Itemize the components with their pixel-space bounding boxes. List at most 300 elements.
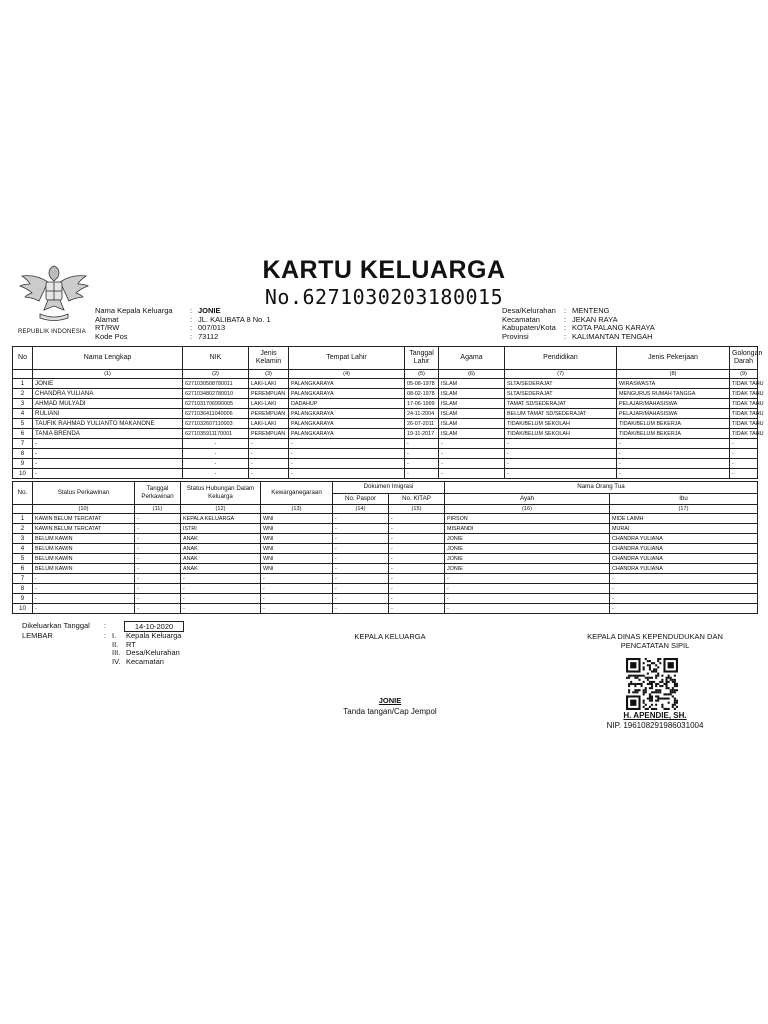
table-cell: -: [610, 574, 758, 584]
table-cell: -: [333, 564, 389, 574]
table-cell: 9: [13, 459, 33, 469]
table-cell: PELAJAR/MAHASISWA: [617, 409, 730, 419]
table-cell: MURAI: [610, 524, 758, 534]
household-info-right: [502, 307, 655, 341]
table-cell: PALANGKARAYA: [289, 429, 405, 439]
table-cell: -: [33, 439, 183, 449]
table-cell: WNI: [261, 554, 333, 564]
status-header-no: No.: [13, 482, 33, 505]
table-cell: -: [505, 469, 617, 479]
issued-label: Dikeluarkan Tanggal: [22, 621, 90, 630]
status-column-number-row: [13, 505, 758, 514]
table-cell: -: [405, 469, 439, 479]
info-value: KALIMANTAN TENGAH: [572, 331, 653, 341]
members-column-number: (6): [439, 370, 505, 379]
table-row: [13, 554, 758, 564]
table-cell: -: [261, 574, 333, 584]
table-cell: -: [181, 594, 261, 604]
table-cell: -: [445, 584, 610, 594]
table-cell: -: [389, 544, 445, 554]
table-row: [13, 419, 758, 429]
table-cell: -: [289, 439, 405, 449]
table-cell: -: [289, 469, 405, 479]
table-cell: 10: [13, 604, 33, 614]
table-cell: TIDAK/BELUM BEKERJA: [617, 429, 730, 439]
table-cell: TANIA BRENDA: [33, 429, 183, 439]
table-cell: -: [261, 584, 333, 594]
table-cell: -: [389, 524, 445, 534]
table-cell: RULIANI: [33, 409, 183, 419]
table-cell: 9: [13, 594, 33, 604]
table-cell: -: [33, 574, 135, 584]
members-column-number: (8): [617, 370, 730, 379]
table-cell: CHANDRA YULIANA: [610, 564, 758, 574]
members-header-cell: NIK: [183, 347, 249, 370]
table-cell: PIRSON: [445, 514, 610, 524]
table-cell: -: [333, 594, 389, 604]
table-row: [13, 544, 758, 554]
members-column-number: (5): [405, 370, 439, 379]
table-cell: -: [183, 459, 249, 469]
members-column-number: (4): [289, 370, 405, 379]
table-cell: PALANGKARAYA: [289, 419, 405, 429]
table-cell: -: [617, 449, 730, 459]
emblem-caption: REPUBLIK INDONESIA: [18, 329, 86, 335]
members-column-number: (7): [505, 370, 617, 379]
status-header-marriage-date: Tanggal Perkawinan: [135, 482, 181, 505]
table-cell: -: [135, 594, 181, 604]
table-cell: BELUM TAMAT SD/SEDERAJAT: [505, 409, 617, 419]
info-label: Alamat: [95, 314, 119, 324]
table-cell: -: [610, 594, 758, 604]
table-cell: TAUFIK RAHMAD YULIANTO MAKANONE: [33, 419, 183, 429]
status-header-immigration: Dokumen Imigrasi: [333, 482, 445, 494]
table-cell: BELUM KAWIN: [33, 564, 135, 574]
table-cell: -: [33, 469, 183, 479]
table-cell: -: [389, 604, 445, 614]
table-cell: -: [617, 469, 730, 479]
table-cell: 08-02-1978: [405, 389, 439, 399]
info-label: Kode Pos: [95, 331, 128, 341]
table-cell: -: [333, 574, 389, 584]
members-header-cell: Pendidikan: [505, 347, 617, 370]
table-cell: 7: [13, 574, 33, 584]
table-cell: MIDE LAIMH: [610, 514, 758, 524]
table-cell: -: [439, 469, 505, 479]
sheet-label: LEMBAR: [22, 631, 53, 640]
table-cell: LAKI-LAKI: [249, 419, 289, 429]
table-cell: -: [135, 574, 181, 584]
table-cell: -: [135, 584, 181, 594]
status-column-number: (16): [445, 505, 610, 514]
info-row-head: Nama Kepala Keluarga : JONIE: [95, 306, 221, 315]
table-cell: JONIE: [445, 544, 610, 554]
table-cell: 6: [13, 429, 33, 439]
table-cell: TAMAT SD/SEDERAJAT: [505, 399, 617, 409]
table-cell: 5: [13, 554, 33, 564]
table-cell: 4: [13, 409, 33, 419]
info-value: 73112: [198, 331, 219, 341]
table-cell: PALANGKARAYA: [289, 379, 405, 389]
table-cell: -: [183, 469, 249, 479]
table-cell: JONIE: [445, 554, 610, 564]
info-row-village: Desa/Kelurahan : MENTENG: [502, 306, 610, 315]
table-cell: -: [445, 594, 610, 604]
family-card-document: REPUBLIK INDONESIA KARTU KELUARGA No.6271030203180015 Nama Kepala Keluarga : JONIE Alamat : JL. KALIBATA 8 No. 1 RT/RW : 007/013 Kode Pos : 73112 Desa/Kelurahan : MENTENG Kecamatan : JEKAN RAYA Kabupaten/Kota : KOTA PALANG KARAYA Provinsi : KALIMANTAN TENGAH No Nama Lengkap NIK Jenis Kelamin Tempat Lahir Tanggal Lahir Agama Pendidikan Jenis Pekerjaan Golongan Darah (1) (2) (3) (4) (5) (6) (7) (8) (9) 1 JONIE 6271030508780011 LAKI-LAKI PALANGKARAYA 05-08-1978 ISLAM SLTA/SEDERAJAT WIRASWASTA TIDAK TAHU 2 CHANDRA YULIANA 6271034802780010 PEREMPUAN PALANGKARAYA 08-02-1978 ISLAM SLTA/SEDERAJAT MENGURUS RUMAH TANGGA TIDAK TAHU 3 AHMAD MULYADI 6271031706990005 LAKI-LAKI DADAHUP 17-06-1999 ISLAM TAMAT SD/SEDERAJAT PELAJAR/MAHASISWA TIDAK TAHU 4 RULIANI 6271036411040006 PEREMPUAN PALANGKARAYA 24-11-2004 ISLAM BELUM TAMAT SD/SEDERAJAT PELAJAR/MAHASISWA TIDAK TAHU 5 TAUFIK RAHMAD YULIANTO MAKANONE 6271032607110003 LAKI-LAKI PALANGKARAYA 26-07-2011 ISLAM TIDAK/BELUM SEKOLAH TIDAK/BELUM BEKERJA TIDAK TAHU 6 TANIA BRENDA 6271035911170001 PEREMPUAN PALANGKARAYA 19-11-2017 ISLAM TIDAK/BELUM SEKOLAH TIDAK/BELUM BEKERJA TIDAK TAHU 7 - - - - - - - - - 8 - - - - - - - - - 9 - - - - - - - - - 10 - - - - - - - - - No. Status Perkawinan Tanggal Perkawinan Status Hubungan Dalam Keluarga Kewarganegaraan Dokumen Imigrasi Nama Orang Tua No. Paspor No. KITAP Ayah Ibu (10) (11) (12) (13) (14) (15) (16) (17) 1 KAWIN BELUM TERCATAT - KEPALA KELUARGA WNI - - PIRSON MIDE LAIMH 2 KAWIN BELUM TERCATAT - ISTRI WNI - - MISRANDI MURAI 3 BELUM KAWIN - ANAK WNI - - JONIE CHANDRA YULIANA 4 BELUM KAWIN - ANAK WNI - - JONIE CHANDRA YULIANA 5 BELUM KAWIN - ANAK WNI - - JONIE CHANDRA YULIANA 6 BELUM KAWIN - ANAK WNI - - JONIE CHANDRA YULIANA 7 - - - - - - - - 8 - - - - - - - - 9 - - - - - - - - 10 - - - - - - - - Dikeluarkan Tanggal : 14-10-2020 LEMBAR : I. Kepala Keluarga II. RT III. Desa/Kelurahan IV. Kecamatan KEPALA KELUARGA JONIE Tanda tangan/Cap Jempol KEPALA DINAS KEPENDUDUKAN DAN PENCATATAN SIPIL H. APENDIE, SH. NIP. 196108291986031004: [0, 0, 768, 1024]
table-cell: -: [33, 594, 135, 604]
status-header-kitap: No. KITAP: [389, 493, 445, 505]
head-of-family-name: JONIE: [378, 696, 402, 705]
table-cell: -: [135, 534, 181, 544]
table-cell: JONIE: [445, 534, 610, 544]
table-row: [13, 594, 758, 604]
table-cell: WNI: [261, 524, 333, 534]
info-value: 007/013: [198, 323, 226, 333]
table-cell: ISLAM: [439, 379, 505, 389]
table-cell: -: [617, 459, 730, 469]
table-cell: 3: [13, 399, 33, 409]
table-cell: WNI: [261, 544, 333, 554]
table-cell: 1: [13, 379, 33, 389]
table-row: [13, 429, 758, 439]
table-cell: ANAK: [181, 544, 261, 554]
table-cell: -: [445, 574, 610, 584]
table-cell: ISLAM: [439, 429, 505, 439]
sheet-item: II. RT: [112, 639, 136, 649]
household-info-left: [95, 307, 271, 341]
table-cell: KAWIN BELUM TERCATAT: [33, 514, 135, 524]
table-cell: 6271032607110003: [183, 419, 249, 429]
members-header-cell: No: [13, 347, 33, 370]
table-cell: SLTA/SEDERAJAT: [505, 389, 617, 399]
table-cell: -: [389, 584, 445, 594]
table-cell: -: [135, 604, 181, 614]
sheet-list: [112, 632, 192, 666]
table-cell: -: [261, 604, 333, 614]
table-cell: LAKI-LAKI: [249, 399, 289, 409]
table-row: [13, 469, 758, 479]
members-column-number: (1): [33, 370, 183, 379]
sheet-item: IV. Kecamatan: [112, 656, 164, 666]
status-header-relationship: Status Hubungan Dalam Keluarga: [181, 482, 261, 505]
table-row: [13, 584, 758, 594]
status-table: [12, 481, 758, 614]
head-of-family-title: KEPALA KELUARGA: [354, 632, 426, 641]
table-cell: CHANDRA YULIANA: [610, 534, 758, 544]
table-cell: TIDAK TAHU: [730, 419, 758, 429]
table-cell: MENGURUS RUMAH TANGGA: [617, 389, 730, 399]
table-cell: PELAJAR/MAHASISWA: [617, 399, 730, 409]
members-column-number: (3): [249, 370, 289, 379]
table-row: [13, 379, 758, 389]
table-cell: WNI: [261, 564, 333, 574]
info-label: Nama Kepala Keluarga: [95, 306, 173, 315]
info-row-city: Kabupaten/Kota : KOTA PALANG KARAYA: [502, 323, 655, 333]
table-cell: 1: [13, 514, 33, 524]
table-cell: -: [33, 449, 183, 459]
table-cell: -: [617, 439, 730, 449]
info-value: JONIE: [198, 306, 221, 315]
table-cell: 3: [13, 534, 33, 544]
info-label: Kabupaten/Kota: [502, 323, 556, 333]
status-header-parents: Nama Orang Tua: [445, 482, 758, 494]
table-cell: -: [333, 544, 389, 554]
info-row-district: Kecamatan : JEKAN RAYA: [502, 314, 618, 324]
table-cell: ANAK: [181, 534, 261, 544]
table-cell: -: [33, 604, 135, 614]
family-card-number: No.6271030203180015: [264, 285, 504, 309]
table-cell: ISLAM: [439, 419, 505, 429]
table-cell: ISTRI: [181, 524, 261, 534]
status-column-number: (17): [610, 505, 758, 514]
members-header-cell: Tanggal Lahir: [405, 347, 439, 370]
table-cell: ISLAM: [439, 399, 505, 409]
table-cell: -: [333, 534, 389, 544]
table-cell: -: [249, 439, 289, 449]
table-cell: AHMAD MULYADI: [33, 399, 183, 409]
table-row: [13, 409, 758, 419]
table-cell: -: [610, 604, 758, 614]
table-row: [13, 524, 758, 534]
table-cell: -: [333, 584, 389, 594]
table-row: [13, 574, 758, 584]
status-column-number: (14): [333, 505, 389, 514]
members-header-cell: Jenis Kelamin: [249, 347, 289, 370]
table-cell: -: [505, 439, 617, 449]
table-cell: -: [389, 534, 445, 544]
members-column-number: [13, 370, 33, 379]
table-row: [13, 604, 758, 614]
table-cell: PALANGKARAYA: [289, 389, 405, 399]
table-cell: -: [249, 449, 289, 459]
table-cell: WNI: [261, 534, 333, 544]
table-cell: MISRANDI: [445, 524, 610, 534]
sheet-item: I. Kepala Keluarga: [112, 631, 182, 640]
table-cell: 24-11-2004: [405, 409, 439, 419]
table-row: [13, 459, 758, 469]
members-header-cell: Jenis Pekerjaan: [617, 347, 730, 370]
table-cell: -: [389, 574, 445, 584]
sheet-item: III. Desa/Kelurahan: [112, 648, 180, 658]
table-cell: -: [181, 604, 261, 614]
table-cell: -: [505, 459, 617, 469]
table-cell: ANAK: [181, 564, 261, 574]
status-column-number: (10): [33, 505, 135, 514]
table-cell: LAKI-LAKI: [249, 379, 289, 389]
table-cell: 2: [13, 389, 33, 399]
table-cell: 6271036411040006: [183, 409, 249, 419]
table-cell: -: [333, 604, 389, 614]
table-row: [13, 449, 758, 459]
table-cell: TIDAK/BELUM SEKOLAH: [505, 419, 617, 429]
table-cell: -: [33, 459, 183, 469]
table-cell: 19-11-2017: [405, 429, 439, 439]
table-cell: -: [135, 544, 181, 554]
table-cell: -: [405, 449, 439, 459]
table-cell: WIRASWASTA: [617, 379, 730, 389]
table-row: [13, 399, 758, 409]
members-header-cell: Agama: [439, 347, 505, 370]
table-cell: ISLAM: [439, 409, 505, 419]
table-cell: -: [405, 459, 439, 469]
members-header-cell: Nama Lengkap: [33, 347, 183, 370]
table-cell: 26-07-2011: [405, 419, 439, 429]
table-cell: -: [405, 439, 439, 449]
table-cell: 17-06-1999: [405, 399, 439, 409]
table-cell: TIDAK TAHU: [730, 409, 758, 419]
table-cell: -: [730, 439, 758, 449]
table-cell: WNI: [261, 514, 333, 524]
table-cell: BELUM KAWIN: [33, 534, 135, 544]
table-cell: 10: [13, 469, 33, 479]
document-title: KARTU KELUARGA: [262, 256, 506, 284]
table-cell: -: [289, 449, 405, 459]
members-table: [12, 346, 764, 479]
status-header-father: Ayah: [445, 493, 610, 505]
table-cell: 2: [13, 524, 33, 534]
info-label: Desa/Kelurahan: [502, 306, 556, 315]
table-cell: CHANDRA YULIANA: [33, 389, 183, 399]
status-column-number: (13): [261, 505, 333, 514]
status-column-number: [13, 505, 33, 514]
table-cell: -: [389, 554, 445, 564]
table-cell: PEREMPUAN: [249, 409, 289, 419]
info-value: KOTA PALANG KARAYA: [572, 323, 655, 333]
table-cell: -: [730, 469, 758, 479]
table-cell: -: [333, 524, 389, 534]
table-cell: 6271034802780010: [183, 389, 249, 399]
table-cell: TIDAK TAHU: [730, 389, 758, 399]
info-row-address: Alamat : JL. KALIBATA 8 No. 1: [95, 314, 271, 324]
table-row: [13, 564, 758, 574]
info-label: RT/RW: [95, 323, 120, 333]
qr-code-icon: [626, 658, 678, 710]
table-cell: DADAHUP: [289, 399, 405, 409]
table-cell: -: [135, 564, 181, 574]
status-header-citizenship: Kewarganegaraan: [261, 482, 333, 505]
table-cell: ANAK: [181, 554, 261, 564]
table-cell: -: [439, 449, 505, 459]
status-header-marital: Status Perkawinan: [33, 482, 135, 505]
issued-date: 14-10-2020: [124, 621, 184, 632]
official-title-line2: PENCATATAN SIPIL: [620, 641, 690, 650]
status-header-mother: Ibu: [610, 493, 758, 505]
table-cell: -: [445, 604, 610, 614]
members-header-cell: Tempat Lahir: [289, 347, 405, 370]
table-row: [13, 534, 758, 544]
info-row-rtrw: RT/RW : 007/013: [95, 323, 226, 333]
official-nip: NIP. 196108291986031004: [606, 721, 704, 730]
table-cell: -: [33, 584, 135, 594]
table-cell: -: [183, 449, 249, 459]
table-cell: PEREMPUAN: [249, 429, 289, 439]
table-cell: -: [135, 524, 181, 534]
table-cell: BELUM KAWIN: [33, 544, 135, 554]
info-label: Kecamatan: [502, 314, 540, 324]
table-cell: ISLAM: [439, 389, 505, 399]
table-cell: 5: [13, 419, 33, 429]
status-header-passport: No. Paspor: [333, 493, 389, 505]
table-cell: -: [439, 459, 505, 469]
table-cell: SLTA/SEDERAJAT: [505, 379, 617, 389]
table-cell: KAWIN BELUM TERCATAT: [33, 524, 135, 534]
table-cell: KEPALA KELUARGA: [181, 514, 261, 524]
table-cell: 8: [13, 449, 33, 459]
signature-caption: Tanda tangan/Cap Jempol: [343, 707, 437, 716]
official-name: H. APENDIE, SH.: [623, 711, 687, 720]
table-cell: CHANDRA YULIANA: [610, 554, 758, 564]
members-column-number-row: [13, 370, 758, 379]
table-cell: TIDAK TAHU: [730, 399, 758, 409]
status-column-number: (12): [181, 505, 261, 514]
table-cell: -: [289, 459, 405, 469]
table-cell: -: [249, 469, 289, 479]
table-cell: JONIE: [33, 379, 183, 389]
members-header-cell: Golongan Darah: [730, 347, 758, 370]
info-row-postal: Kode Pos : 73112: [95, 331, 219, 341]
table-row: [13, 514, 758, 524]
table-row: [13, 389, 758, 399]
table-cell: TIDAK TAHU: [730, 379, 758, 389]
table-cell: 4: [13, 544, 33, 554]
table-cell: 6271030508780011: [183, 379, 249, 389]
table-cell: TIDAK TAHU: [730, 429, 758, 439]
members-header-row: [13, 347, 758, 370]
table-cell: -: [183, 439, 249, 449]
table-cell: -: [730, 449, 758, 459]
table-cell: -: [135, 514, 181, 524]
table-cell: 05-08-1978: [405, 379, 439, 389]
table-row: [13, 439, 758, 449]
info-value: JL. KALIBATA 8 No. 1: [198, 314, 271, 324]
table-cell: -: [389, 514, 445, 524]
info-value: MENTENG: [572, 306, 610, 315]
status-column-number: (15): [389, 505, 445, 514]
table-cell: -: [389, 594, 445, 604]
table-cell: TIDAK/BELUM SEKOLAH: [505, 429, 617, 439]
table-cell: 7: [13, 439, 33, 449]
table-cell: 6271031706990005: [183, 399, 249, 409]
table-cell: BELUM KAWIN: [33, 554, 135, 564]
table-cell: -: [135, 554, 181, 564]
table-cell: -: [730, 459, 758, 469]
table-cell: -: [261, 594, 333, 604]
table-cell: CHANDRA YULIANA: [610, 544, 758, 554]
table-cell: -: [610, 584, 758, 594]
info-label: Provinsi: [502, 331, 529, 341]
table-cell: -: [439, 439, 505, 449]
members-column-number: (2): [183, 370, 249, 379]
table-cell: -: [181, 584, 261, 594]
status-column-number: (11): [135, 505, 181, 514]
table-cell: PALANGKARAYA: [289, 409, 405, 419]
table-cell: -: [181, 574, 261, 584]
info-value: JEKAN RAYA: [572, 314, 618, 324]
members-column-number: (9): [730, 370, 758, 379]
table-cell: -: [389, 564, 445, 574]
table-cell: 6271035911170001: [183, 429, 249, 439]
table-cell: 6: [13, 564, 33, 574]
official-title-line1: KEPALA DINAS KEPENDUDUKAN DAN: [587, 632, 723, 641]
table-cell: JONIE: [445, 564, 610, 574]
table-cell: TIDAK/BELUM BEKERJA: [617, 419, 730, 429]
info-row-province: Provinsi : KALIMANTAN TENGAH: [502, 331, 653, 341]
table-cell: -: [333, 514, 389, 524]
table-cell: -: [249, 459, 289, 469]
table-cell: 8: [13, 584, 33, 594]
table-cell: -: [333, 554, 389, 564]
table-cell: -: [505, 449, 617, 459]
